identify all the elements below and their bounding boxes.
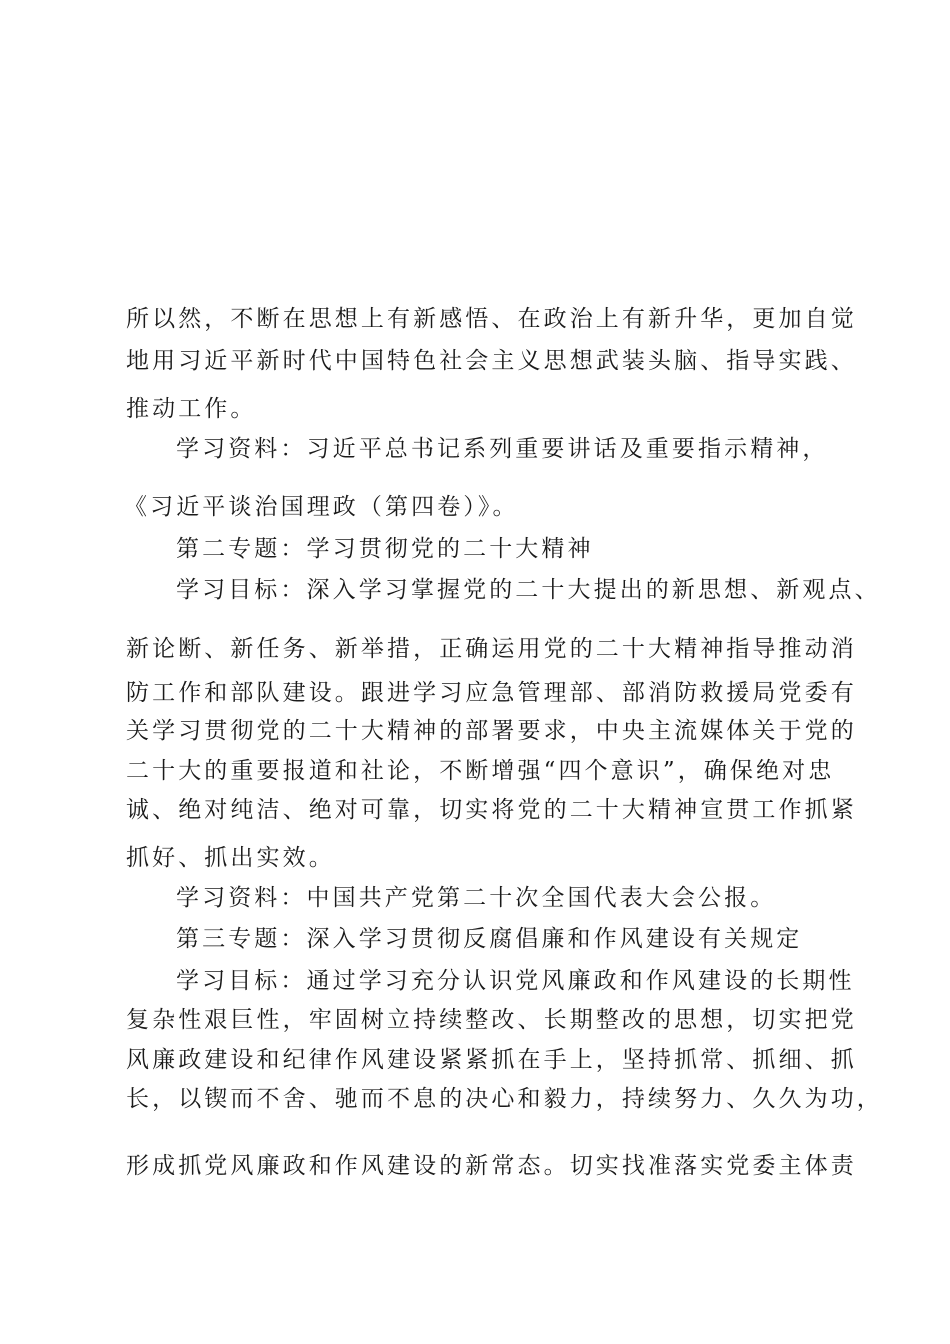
learning-goal-3-line-2: 复杂性艰巨性，牢固树立持续整改、长期整改的思想，切实把党 [126,1007,857,1033]
learning-goal-3-line-1: 学习目标：通过学习充分认识党风廉政和作风建设的长期性 [176,968,855,994]
learning-goal-line-1: 学习目标：深入学习掌握党的二十大提出的新思想、新观点、 [176,577,881,603]
learning-goal-line-5: 二十大的重要报道和社论，不断增强“四个意识”，确保绝对忠 [126,758,835,784]
learning-goal-3-line-5: 形成抓党风廉政和作风建设的新常态。切实找准落实党委主体责 [126,1153,857,1179]
body-line-1: 所以然，不断在思想上有新感悟、在政治上有新升华，更加自觉 [126,306,857,332]
learning-goal-line-6: 诚、绝对纯洁、绝对可靠，切实将党的二十大精神宣贯工作抓紧 [126,797,857,823]
study-materials-line-1: 学习资料：习近平总书记系列重要讲话及重要指示精神， [176,436,829,462]
learning-goal-line-4: 关学习贯彻党的二十大精神的部署要求，中央主流媒体关于党的 [126,718,857,744]
body-line-3: 推动工作。 [126,396,257,422]
learning-goal-line-2: 新论断、新任务、新举措，正确运用党的二十大精神指导推动消 [126,636,857,662]
study-materials-2: 学习资料：中国共产党第二十次全国代表大会公报。 [176,885,777,911]
learning-goal-3-line-3: 风廉政建设和纪律作风建设紧紧抓在手上，坚持抓常、抓细、抓 [126,1047,857,1073]
topic-three-heading: 第三专题：深入学习贯彻反腐倡廉和作风建设有关规定 [176,926,803,952]
study-materials-line-2: 《习近平谈治国理政（第四卷）》。 [124,494,519,520]
body-line-2: 地用习近平新时代中国特色社会主义思想武装头脑、指导实践、 [126,348,857,374]
learning-goal-line-7: 抓好、抓出实效。 [126,845,335,871]
topic-two-heading: 第二专题：学习贯彻党的二十大精神 [176,536,594,562]
learning-goal-line-3: 防工作和部队建设。跟进学习应急管理部、部消防救援局党委有 [126,680,857,706]
learning-goal-3-line-4: 长，以锲而不舍、驰而不息的决心和毅力，持续努力、久久为功， [126,1086,883,1112]
